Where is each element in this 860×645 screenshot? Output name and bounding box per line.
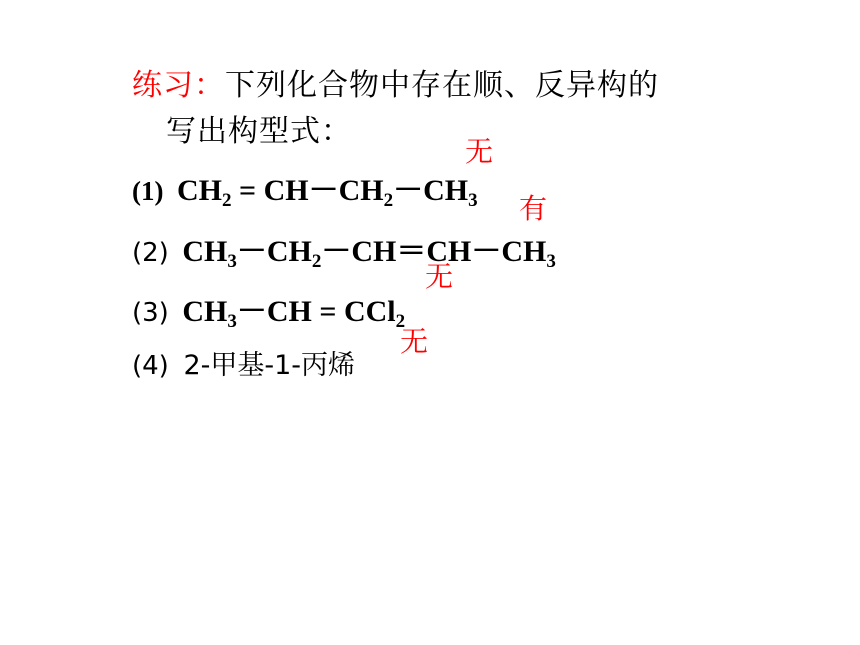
subscript: 2 [311, 251, 322, 272]
exercise-instruction: 下列化合物中存在顺、反异构的 [225, 68, 659, 103]
subscript: 3 [227, 251, 237, 272]
annotation-has: 有 [519, 192, 548, 225]
exercise-title-line2: 写出构型式： [166, 114, 352, 149]
annotation-none: 无 [400, 325, 429, 358]
formula-part: = CH－CH [231, 174, 384, 207]
subscript: 3 [546, 251, 556, 272]
subscript: 3 [227, 311, 237, 332]
annotation-none: 无 [425, 260, 454, 293]
formula-part: －CH＝CH－CH [321, 235, 547, 268]
item-number: (1) [132, 176, 164, 206]
subscript: 2 [221, 190, 232, 211]
exercise-label: 练习： [132, 68, 225, 103]
subscript: 2 [383, 190, 394, 211]
formula-part: －CH [393, 174, 469, 207]
item-number: (2) [132, 238, 169, 268]
compound-name: 2-甲基-1-丙烯 [183, 350, 356, 381]
item-4 [132, 343, 355, 382]
exercise-title-line1 [132, 60, 659, 104]
formula-part: －CH = CCl [236, 295, 396, 328]
subscript: 3 [468, 190, 478, 211]
formula-part: CH [176, 174, 222, 207]
formula-part: CH [182, 295, 228, 328]
item-number: (4) [132, 351, 169, 381]
annotation-none: 无 [465, 135, 494, 168]
formula-part: －CH [236, 235, 312, 268]
item-1 [132, 165, 478, 209]
item-3 [132, 286, 405, 330]
formula-part: CH [182, 235, 228, 268]
subscript: 2 [395, 311, 406, 332]
item-number: (3) [132, 298, 169, 328]
item-2 [132, 226, 556, 270]
